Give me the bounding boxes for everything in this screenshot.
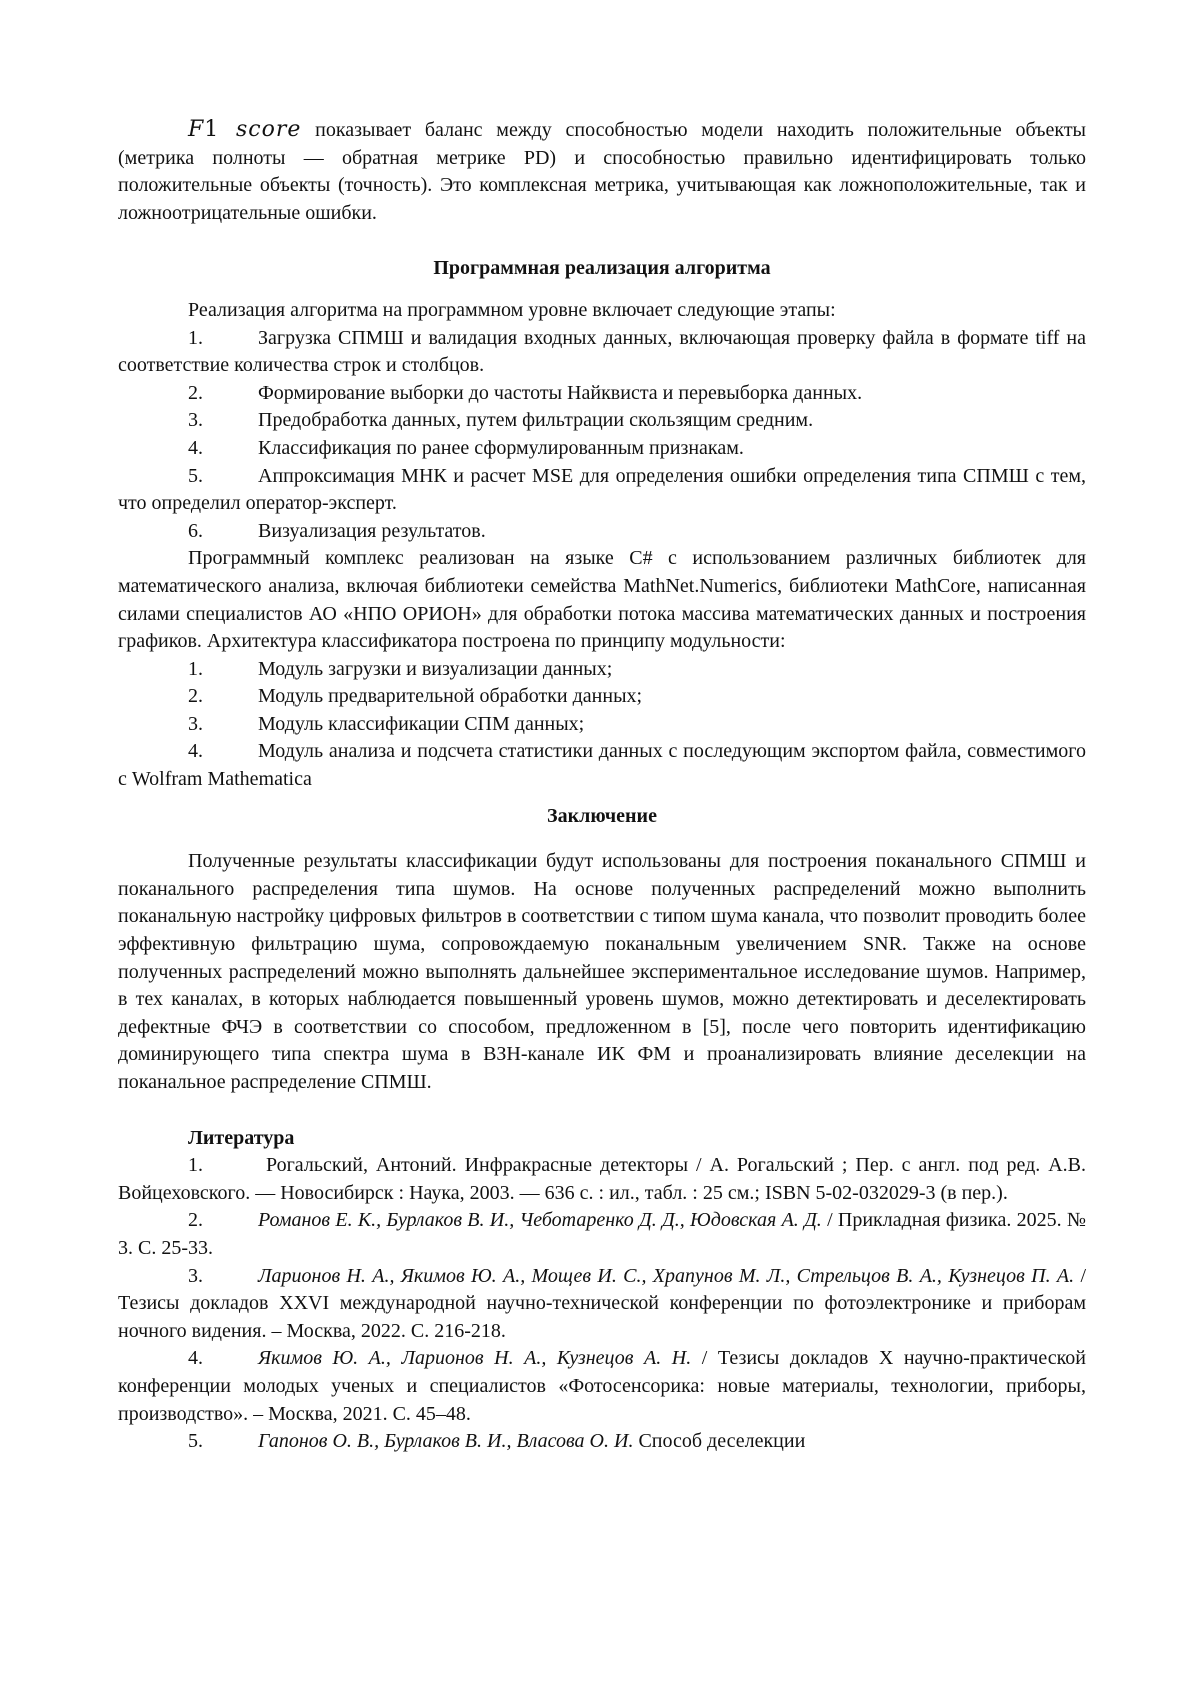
page-content xyxy=(118,116,1086,1456)
list-item-text: Визуализация результатов. xyxy=(258,519,486,542)
list-item-text: Модуль классификации СПМ данных; xyxy=(258,712,585,735)
section-heading-implementation: Программная реализация алгоритма xyxy=(433,257,771,280)
reference-item xyxy=(118,1345,1086,1428)
list-item-text: Модуль предварительной обработки данных; xyxy=(258,685,643,708)
reference-number: 5. xyxy=(188,1430,203,1453)
list-item xyxy=(118,683,1086,711)
references-list xyxy=(118,1152,1086,1456)
reference-text: / Тезисы докладов X научно-практической конференции молодых ученых и специалистов «Фотосенсорика: новые материалы, технологии, приборы, производство». – Москва, 2021. С. 45–48. xyxy=(118,1347,1086,1425)
reference-number: 1. xyxy=(188,1154,203,1177)
reference-item xyxy=(118,1152,1086,1207)
implementation-steps-list xyxy=(118,325,1086,546)
reference-text: / Прикладная физика. 2025. № 3. С. 25-33. xyxy=(118,1209,1086,1259)
reference-item xyxy=(118,1207,1086,1262)
implementation-lead: Реализация алгоритма на программном уровне включает следующие этапы: xyxy=(188,298,836,321)
list-item-number: 4. xyxy=(188,436,203,459)
references-heading: Литература xyxy=(188,1126,295,1149)
list-item-text: Предобработка данных, путем фильтрации скользящим средним. xyxy=(258,409,814,432)
intro-paragraph xyxy=(118,116,1086,227)
list-item-text: Классификация по ранее сформулированным признакам. xyxy=(258,436,744,459)
list-item-text: Формирование выборки до частоты Найквиста и перевыборка данных. xyxy=(258,381,863,404)
list-item-number: 3. xyxy=(188,409,203,432)
reference-item xyxy=(118,1428,1086,1456)
formula-variable: F xyxy=(188,117,205,142)
list-item xyxy=(118,463,1086,518)
reference-item xyxy=(118,1263,1086,1346)
conclusion-paragraph: Полученные результаты классификации будут использованы для построения поканального СПМШ и поканального распределения типа шумов. На основе полученных распределений можно выполнить поканальную настройку цифровых фильтров в соответствии с типом шума канала, что позволит проводить более эффективную фильтрацию шума, сопровождаемую поканальным увеличением SNR. Также на основе полученных распределений можно выполнять дальнейшее экспериментальное исследование шумов. Например, в тех каналах, в которых наблюдается повышенный уровень шумов, можно детектировать и деселектировать дефектные ФЧЭ в соответствии со способом, предложенном в [5], после чего повторить идентификацию доминирующего типа спектра шума в ВЗН-канале ИК ФМ и проанализировать влияние деселекции на поканальное распределение СПМШ. xyxy=(118,850,1086,1093)
list-item xyxy=(118,325,1086,380)
list-item xyxy=(118,518,1086,546)
list-item-number: 6. xyxy=(188,519,203,542)
reference-number: 2. xyxy=(188,1209,203,1232)
list-item-number: 1. xyxy=(188,657,203,680)
reference-authors: Гапонов О. В., Бурлаков В. И., Власова О. И. xyxy=(258,1430,634,1453)
software-complex-paragraph: Программный комплекс реализован на языке C# с использованием различных библиотек для математического анализа, включая библиотеки семейства MathNet.Numerics, библиотеки MathCore, написанная силами специалистов АО «НПО ОРИОН» для обработки потока массива математических данных и построения графиков. Архитектура классификатора построена по принципу модульности: xyxy=(118,547,1086,653)
list-item-number: 1. xyxy=(188,326,203,349)
f1-score-formula xyxy=(188,117,301,142)
list-item xyxy=(118,380,1086,408)
list-item xyxy=(118,407,1086,435)
list-item-number: 5. xyxy=(188,464,203,487)
reference-authors: Ларионов Н. А., Якимов Ю. А., Мощев И. С., Храпунов М. Л., Стрельцов В. А., Кузнецов П. А. xyxy=(258,1264,1075,1287)
reference-authors: Якимов Ю. А., Ларионов Н. А., Кузнецов А. Н. xyxy=(258,1347,692,1370)
reference-text: Рогальский, Антоний. Инфракрасные детекторы / А. Рогальский ; Пер. с англ. под ред. А.В. Войцеховского. — Новосибирск : Наука, 2003. — 636 с. : ил., табл. : 25 см.; ISBN 5-02-032029-3 (в пер.). xyxy=(118,1154,1086,1204)
reference-number: 3. xyxy=(188,1264,203,1287)
intro-text: показывает баланс между способностью модели находить положительные объекты (метрика полноты — обратная метрике PD) и способностью правильно идентифицировать только положительные объекты (точность). Это комплексная метрика, учитывающая как ложноположительные, так и ложноотрицательные ошибки. xyxy=(118,119,1086,224)
list-item xyxy=(118,656,1086,684)
formula-subscript: 1 xyxy=(204,117,220,142)
reference-text: Способ деселекции xyxy=(633,1430,806,1453)
section-heading-conclusion: Заключение xyxy=(547,804,657,827)
list-item-number: 3. xyxy=(188,712,203,735)
list-item-text: Модуль загрузки и визуализации данных; xyxy=(258,657,613,680)
reference-number: 4. xyxy=(188,1347,203,1370)
list-item-number: 2. xyxy=(188,381,203,404)
list-item xyxy=(118,711,1086,739)
list-item xyxy=(118,435,1086,463)
list-item-text: Модуль анализа и подсчета статистики данных с последующим экспортом файла, совместимого с Wolfram Mathematica xyxy=(118,740,1086,791)
list-item-number: 2. xyxy=(188,685,203,708)
list-item-number: 4. xyxy=(188,740,203,763)
reference-authors: Романов Е. К., Бурлаков В. И., Чеботаренко Д. Д., Юдовская А. Д. xyxy=(258,1209,822,1232)
list-item xyxy=(118,738,1086,793)
list-item-text: Аппроксимация МНК и расчет MSE для определения ошибки определения типа СПМШ с тем, что определил оператор-эксперт. xyxy=(118,464,1086,515)
reference-text: / Тезисы докладов XXVI международной научно-технической конференции по фотоэлектронике и приборам ночного видения. – Москва, 2022. С. 216-218. xyxy=(118,1264,1087,1342)
list-item-text: Загрузка СПМШ и валидация входных данных, включающая проверку файла в формате tiff на соответствие количества строк и столбцов. xyxy=(118,326,1086,377)
formula-word: score xyxy=(236,117,302,142)
modules-list xyxy=(118,656,1086,794)
